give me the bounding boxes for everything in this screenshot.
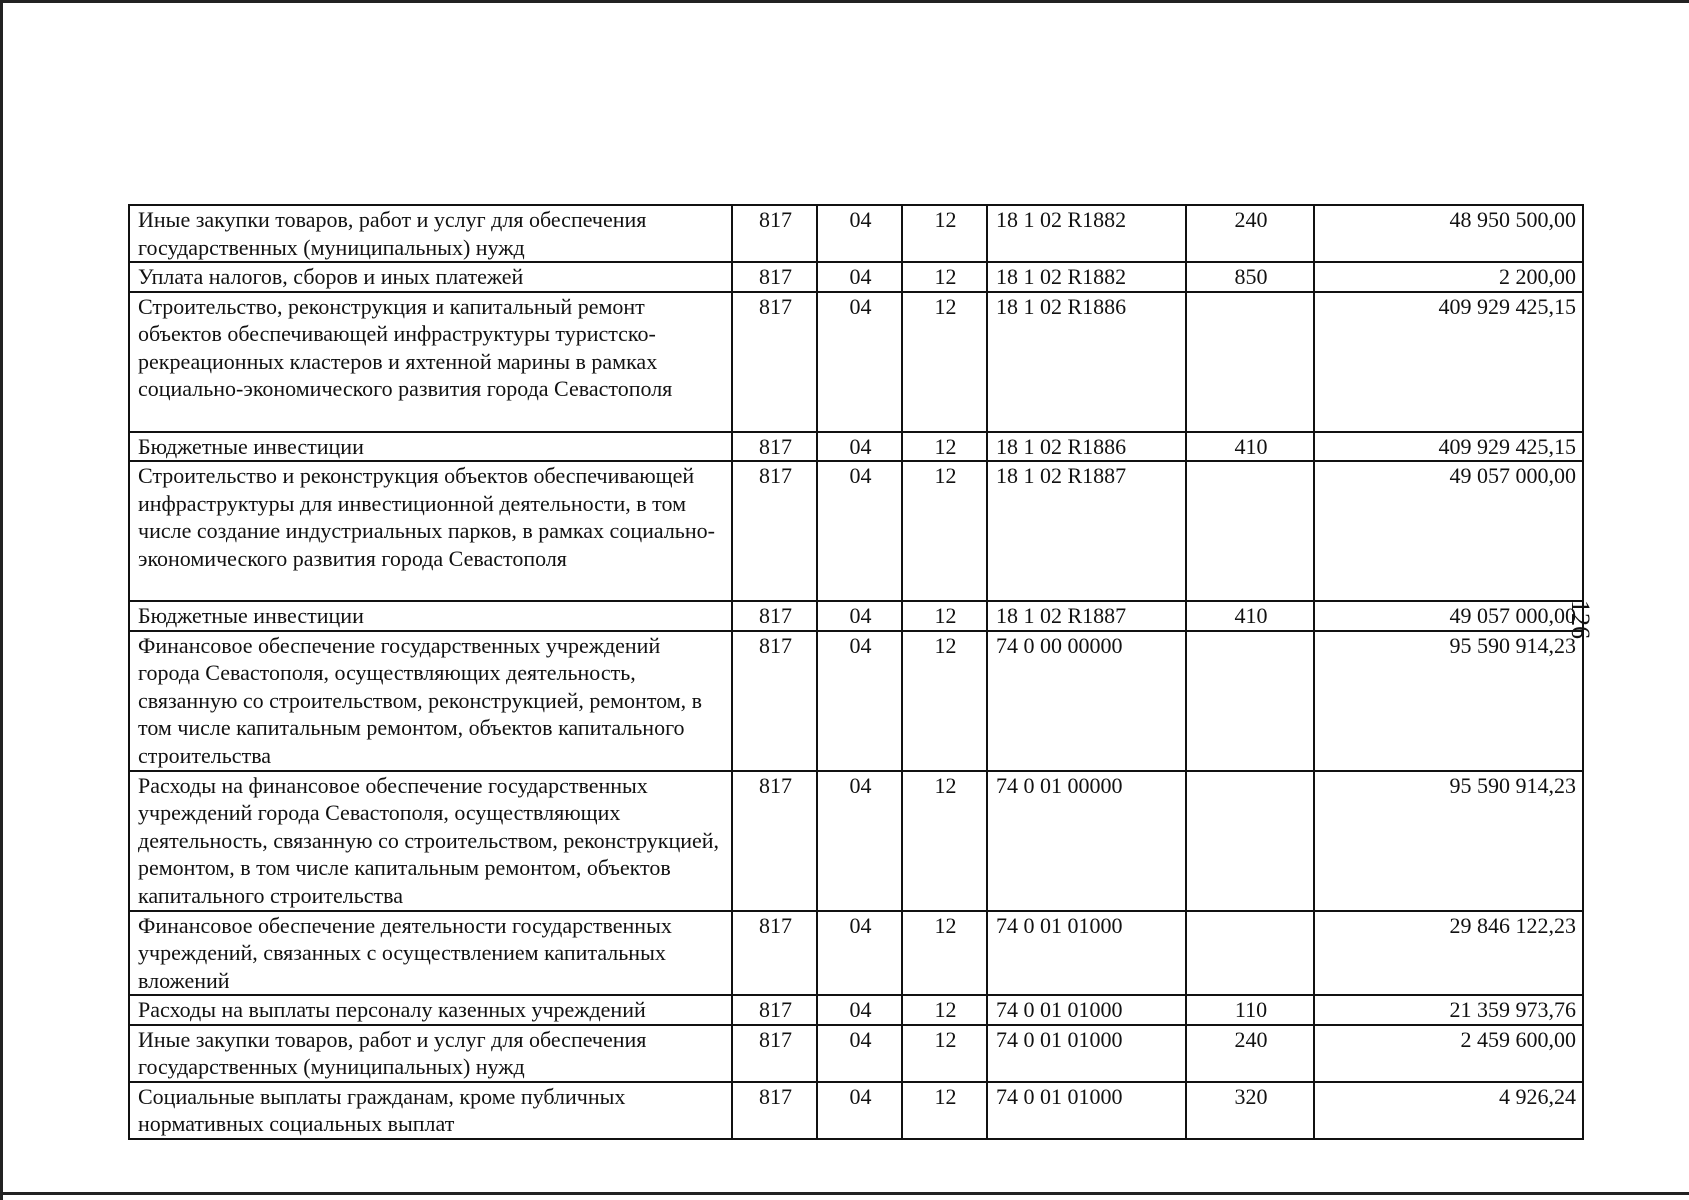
row-name: Расходы на выплаты персоналу казенных учреждений: [129, 995, 732, 1025]
row-subsection-code: 12: [902, 292, 987, 432]
row-admin-code: 817: [732, 461, 817, 601]
row-section-code: 04: [817, 432, 902, 462]
row-section-code: 04: [817, 601, 902, 631]
row-subsection-code: 12: [902, 1082, 987, 1139]
row-subsection-code: 12: [902, 1025, 987, 1082]
row-name: Финансовое обеспечение государственных учреждений города Севастополя, осуществляющих деятельность, связанную со строительством, реконструкцией, ремонтом, в том числе капитальным ремонтом, объектов капитального строительства: [129, 631, 732, 771]
row-admin-code: 817: [732, 995, 817, 1025]
page-bottom-rule: [0, 1192, 1689, 1195]
row-target-code: 74 0 01 01000: [987, 1082, 1186, 1139]
row-name: Строительство и реконструкция объектов обеспечивающей инфраструктуры для инвестиционной деятельности, в том числе создание индустриальных парков, в рамках социально-экономического развития города Севастополя: [129, 461, 732, 601]
row-section-code: 04: [817, 1082, 902, 1139]
table-row: [129, 1082, 1583, 1139]
row-admin-code: 817: [732, 262, 817, 292]
row-target-code: 74 0 01 01000: [987, 995, 1186, 1025]
budget-table: [128, 204, 1584, 1140]
row-subsection-code: 12: [902, 771, 987, 911]
row-expense-type: 320: [1186, 1082, 1314, 1139]
row-amount: 409 929 425,15: [1314, 292, 1583, 432]
row-expense-type: 850: [1186, 262, 1314, 292]
row-amount: 48 950 500,00: [1314, 205, 1583, 262]
row-name: Строительство, реконструкция и капитальный ремонт объектов обеспечивающей инфраструктуры туристско-рекреационных кластеров и яхтенной марины в рамках социально-экономического развития города Севастополя: [129, 292, 732, 432]
row-amount: 2 200,00: [1314, 262, 1583, 292]
row-section-code: 04: [817, 205, 902, 262]
table-row: [129, 995, 1583, 1025]
row-name: Иные закупки товаров, работ и услуг для обеспечения государственных (муниципальных) нужд: [129, 1025, 732, 1082]
row-expense-type: [1186, 461, 1314, 601]
row-amount: 49 057 000,00: [1314, 601, 1583, 631]
row-admin-code: 817: [732, 601, 817, 631]
row-admin-code: 817: [732, 1025, 817, 1082]
row-section-code: 04: [817, 262, 902, 292]
row-target-code: 18 1 02 R1882: [987, 262, 1186, 292]
row-amount: 95 590 914,23: [1314, 631, 1583, 771]
row-admin-code: 817: [732, 432, 817, 462]
row-subsection-code: 12: [902, 911, 987, 996]
row-amount: 2 459 600,00: [1314, 1025, 1583, 1082]
table-row: [129, 771, 1583, 911]
row-target-code: 74 0 01 01000: [987, 911, 1186, 996]
row-target-code: 18 1 02 R1886: [987, 292, 1186, 432]
table-row: [129, 292, 1583, 432]
row-expense-type: 240: [1186, 205, 1314, 262]
row-name: Расходы на финансовое обеспечение государственных учреждений города Севастополя, осуществляющих деятельность, связанную со строительством, реконструкцией, ремонтом, в том числе капитальным ремонтом, объектов капитального строительства: [129, 771, 732, 911]
row-target-code: 74 0 01 01000: [987, 1025, 1186, 1082]
row-target-code: 18 1 02 R1887: [987, 601, 1186, 631]
row-amount: 49 057 000,00: [1314, 461, 1583, 601]
table-row: [129, 601, 1583, 631]
table-row: [129, 911, 1583, 996]
row-amount: 29 846 122,23: [1314, 911, 1583, 996]
row-name: Иные закупки товаров, работ и услуг для обеспечения государственных (муниципальных) нужд: [129, 205, 732, 262]
page-frame-left: [0, 0, 3, 1200]
row-section-code: 04: [817, 292, 902, 432]
row-subsection-code: 12: [902, 262, 987, 292]
row-subsection-code: 12: [902, 461, 987, 601]
table-row: [129, 461, 1583, 601]
row-expense-type: 240: [1186, 1025, 1314, 1082]
row-expense-type: [1186, 911, 1314, 996]
row-amount: 95 590 914,23: [1314, 771, 1583, 911]
table-row: [129, 432, 1583, 462]
row-target-code: 18 1 02 R1886: [987, 432, 1186, 462]
row-subsection-code: 12: [902, 631, 987, 771]
row-expense-type: [1186, 292, 1314, 432]
row-subsection-code: 12: [902, 432, 987, 462]
row-subsection-code: 12: [902, 601, 987, 631]
row-name: Социальные выплаты гражданам, кроме публичных нормативных социальных выплат: [129, 1082, 732, 1139]
row-section-code: 04: [817, 461, 902, 601]
row-section-code: 04: [817, 911, 902, 996]
row-expense-type: 410: [1186, 601, 1314, 631]
row-target-code: 74 0 00 00000: [987, 631, 1186, 771]
row-subsection-code: 12: [902, 995, 987, 1025]
page-number: 126: [1566, 600, 1595, 639]
budget-table-body: [129, 205, 1583, 1139]
row-amount: 409 929 425,15: [1314, 432, 1583, 462]
table-row: [129, 262, 1583, 292]
row-subsection-code: 12: [902, 205, 987, 262]
row-name: Бюджетные инвестиции: [129, 432, 732, 462]
row-section-code: 04: [817, 771, 902, 911]
row-admin-code: 817: [732, 771, 817, 911]
row-section-code: 04: [817, 1025, 902, 1082]
table-row: [129, 205, 1583, 262]
row-name: Бюджетные инвестиции: [129, 601, 732, 631]
row-target-code: 18 1 02 R1882: [987, 205, 1186, 262]
row-admin-code: 817: [732, 631, 817, 771]
row-admin-code: 817: [732, 205, 817, 262]
row-admin-code: 817: [732, 1082, 817, 1139]
row-admin-code: 817: [732, 911, 817, 996]
row-name: Финансовое обеспечение деятельности государственных учреждений, связанных с осуществлением капитальных вложений: [129, 911, 732, 996]
row-admin-code: 817: [732, 292, 817, 432]
row-target-code: 74 0 01 00000: [987, 771, 1186, 911]
row-section-code: 04: [817, 631, 902, 771]
row-amount: 21 359 973,76: [1314, 995, 1583, 1025]
row-target-code: 18 1 02 R1887: [987, 461, 1186, 601]
row-amount: 4 926,24: [1314, 1082, 1583, 1139]
row-expense-type: [1186, 771, 1314, 911]
row-expense-type: [1186, 631, 1314, 771]
table-row: [129, 1025, 1583, 1082]
table-row: [129, 631, 1583, 771]
row-section-code: 04: [817, 995, 902, 1025]
row-expense-type: 110: [1186, 995, 1314, 1025]
row-name: Уплата налогов, сборов и иных платежей: [129, 262, 732, 292]
page-frame-top: [0, 0, 1689, 3]
row-expense-type: 410: [1186, 432, 1314, 462]
